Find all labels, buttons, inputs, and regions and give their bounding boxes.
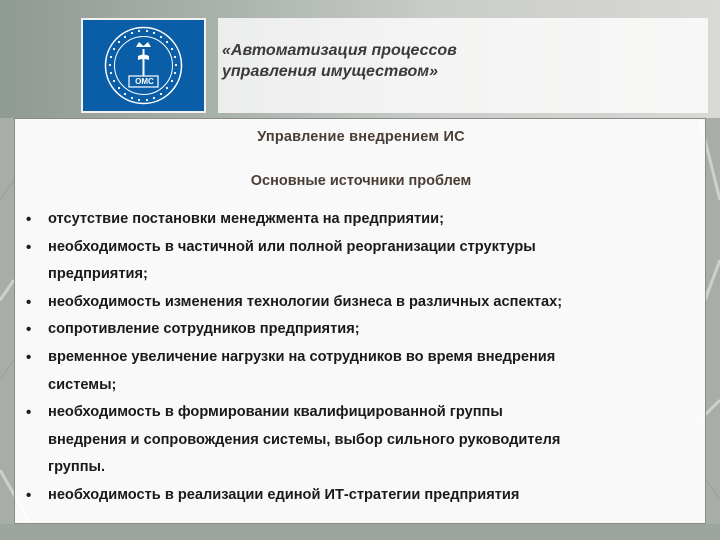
list-item-line: временное увеличение нагрузки на сотрудников во время внедрения — [48, 348, 556, 365]
list-item-line: внедрения и сопровождения системы, выбор сильного руководителя — [48, 431, 561, 448]
content-panel — [14, 118, 706, 524]
presentation-title-box — [218, 18, 708, 113]
bullet-icon: • — [26, 321, 32, 339]
list-item — [25, 344, 697, 399]
list-item — [25, 399, 697, 482]
bullet-icon: • — [26, 293, 32, 311]
list-item-line: группы. — [48, 459, 106, 476]
bullet-icon: • — [26, 238, 32, 256]
problem-list — [25, 206, 697, 510]
slide-heading: Основные источники проблем — [250, 173, 472, 189]
title-line-2: управления имуществом» — [222, 63, 439, 80]
bullet-icon: • — [26, 348, 32, 366]
list-item — [25, 289, 697, 317]
city-emblem-icon — [83, 20, 204, 111]
company-logo — [81, 18, 206, 113]
bullet-icon: • — [26, 404, 32, 422]
bullet-icon: • — [26, 211, 32, 228]
list-item — [25, 316, 697, 344]
title-line-1: «Автоматизация процессов — [222, 42, 457, 59]
list-item-line: необходимость в формировании квалифицированной группы — [48, 404, 503, 421]
list-item — [25, 206, 697, 234]
list-item — [25, 482, 697, 510]
list-item-line: системы; — [48, 376, 117, 393]
list-item-line: необходимость изменения технологии бизнеса в различных аспектах; — [48, 293, 563, 310]
list-item — [25, 234, 697, 289]
list-item-line: необходимость в частичной или полной реорганизации структуры — [48, 238, 536, 255]
list-item-line: сопротивление сотрудников предприятия; — [48, 321, 360, 338]
logo-center-text: ОМС — [135, 77, 154, 86]
list-item-line: отсутствие постановки менеджмента на предприятии; — [48, 211, 444, 227]
presentation-title — [222, 40, 642, 82]
list-item-line: предприятия; — [48, 266, 148, 283]
slide-subtitle: Управление внедрением ИС — [257, 129, 465, 145]
list-item-line: необходимость в реализации единой ИТ-стратегии предприятия — [48, 486, 520, 503]
bullet-icon: • — [26, 486, 32, 504]
